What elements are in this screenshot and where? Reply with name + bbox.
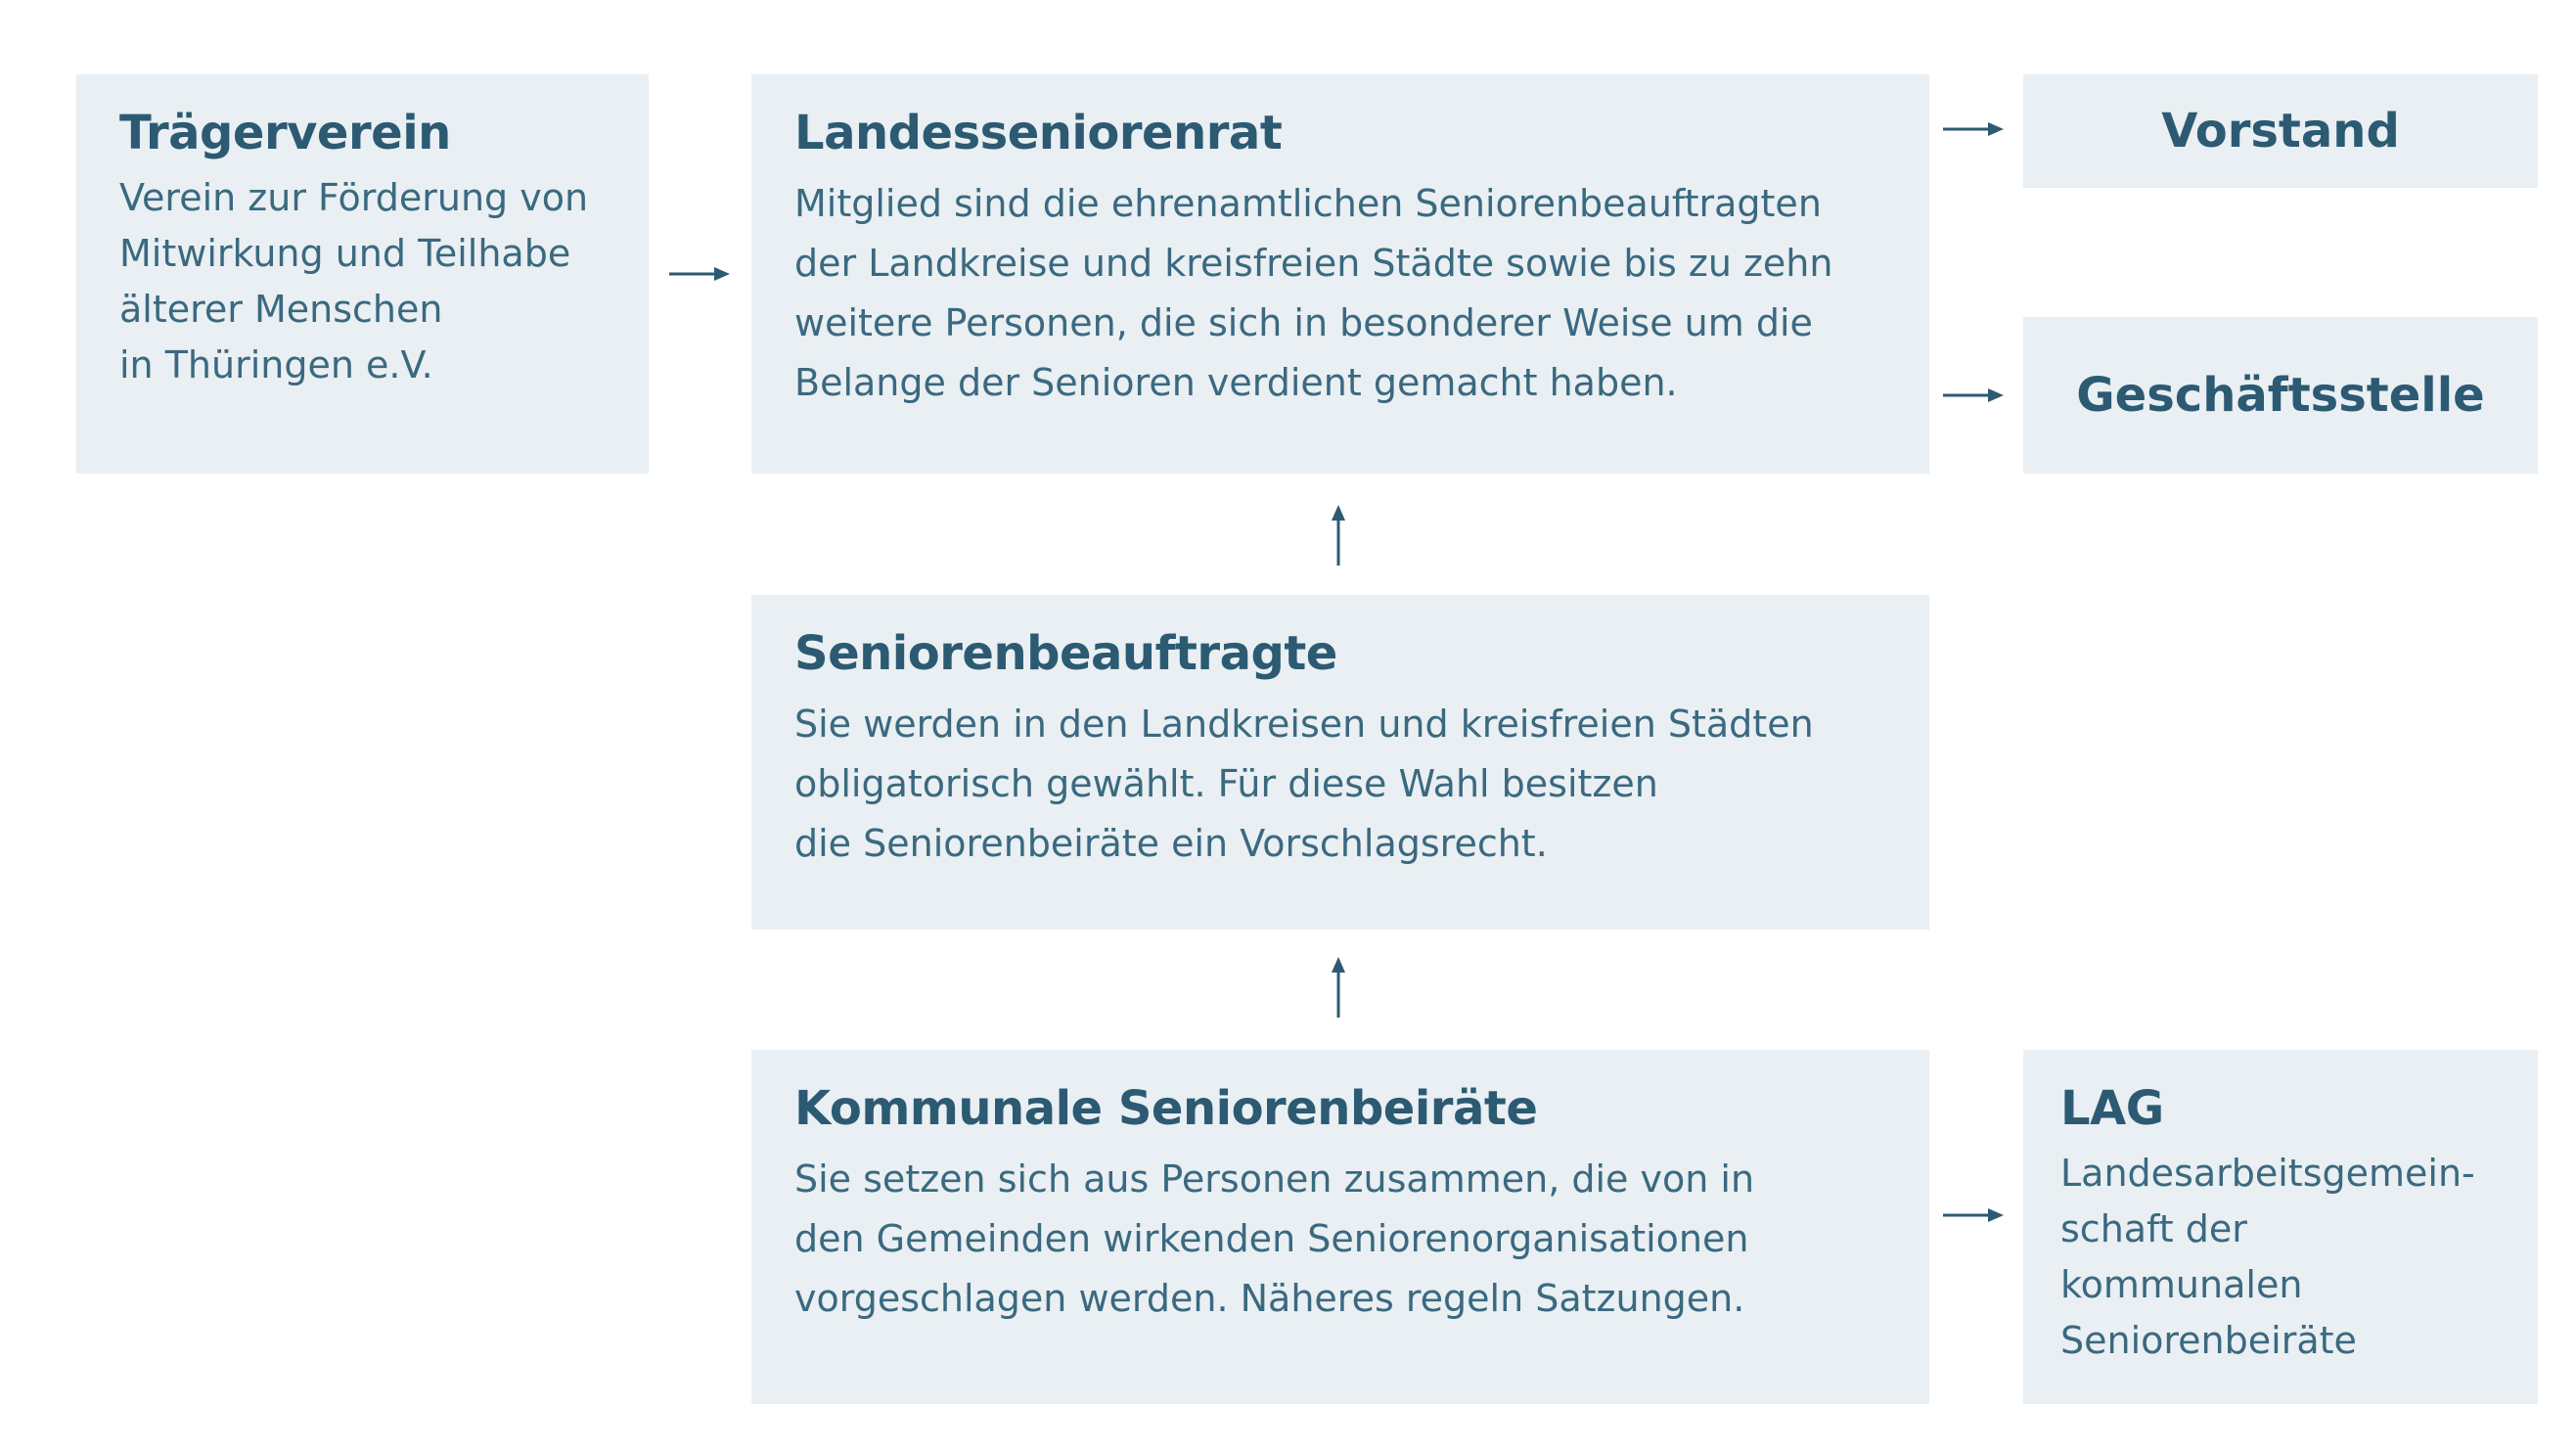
arrow-kommunale-to-lag-icon bbox=[1943, 1203, 2006, 1227]
arrow-landes-to-geschaeftsstelle-icon bbox=[1943, 384, 2006, 407]
seniorenbeauftragte-text: Sie werden in den Landkreisen und kreisfreien Städten obligatorisch gewählt. Für diese Wahl besitzen die Seniorenbeiräte ein Vorschlagsrecht. bbox=[794, 702, 1814, 865]
lag-box bbox=[2023, 1050, 2538, 1404]
traegerverein-box bbox=[76, 74, 649, 474]
arrow-landes-to-vorstand-icon bbox=[1943, 117, 2006, 141]
landesseniorenrat-box bbox=[751, 74, 1929, 474]
kommunale-seniorenbeiraete-title: Kommunale Seniorenbeiräte bbox=[794, 1081, 1538, 1136]
lag-text: Landesarbeitsgemein- schaft der kommunalen Seniorenbeiräte bbox=[2060, 1151, 2475, 1362]
seniorenbeauftragte-title: Seniorenbeauftragte bbox=[794, 626, 1337, 681]
landesseniorenrat-text: Mitglied sind die ehrenamtlichen Seniorenbeauftragten der Landkreise und kreisfreien Städte sowie bis zu zehn weitere Personen, die sich in besonderer Weise um die Belange der Senioren verdient gemacht haben. bbox=[794, 181, 1833, 404]
arrow-kommunale-to-beauftragte-icon bbox=[1327, 955, 1350, 1018]
geschaeftsstelle-box bbox=[2023, 317, 2538, 474]
lag-title: LAG bbox=[2060, 1081, 2164, 1136]
kommunale-seniorenbeiraete-text: Sie setzen sich aus Personen zusammen, die von in den Gemeinden wirkenden Seniorenorganisationen vorgeschlagen werden. Näheres regeln Satzungen. bbox=[794, 1157, 1755, 1320]
kommunale-seniorenbeiraete-box bbox=[751, 1050, 1929, 1404]
traegerverein-text: Verein zur Förderung von Mitwirkung und Teilhabe älterer Menschen in Thüringen e.V. bbox=[119, 175, 589, 386]
landesseniorenrat-title: Landesseniorenrat bbox=[794, 106, 1283, 160]
traegerverein-title: Trägerverein bbox=[119, 106, 451, 160]
seniorenbeauftragte-box bbox=[751, 595, 1929, 930]
vorstand-box bbox=[2023, 74, 2538, 188]
geschaeftsstelle-title: Geschäftsstelle bbox=[2076, 368, 2485, 423]
arrow-traeger-to-landes-icon bbox=[669, 262, 732, 286]
vorstand-title: Vorstand bbox=[2161, 104, 2400, 159]
arrow-beauftragte-to-landes-icon bbox=[1327, 503, 1350, 566]
